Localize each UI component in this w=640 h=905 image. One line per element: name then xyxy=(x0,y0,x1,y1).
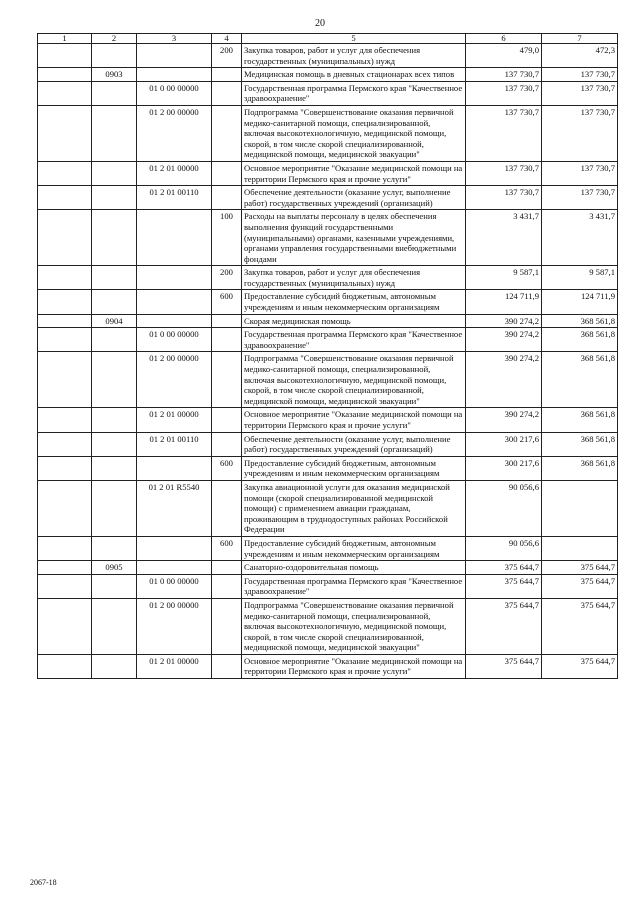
table-row xyxy=(38,210,618,266)
cell-section-code xyxy=(92,105,137,161)
cell-description: Государственная программа Пермского края "Качественное здравоохранение" xyxy=(242,328,466,352)
cell-expense-type xyxy=(212,432,242,456)
cell-amount-2: 124 711,9 xyxy=(542,290,618,314)
table-row xyxy=(38,561,618,575)
cell-section-code xyxy=(92,536,137,560)
cell-amount-1: 390 274,2 xyxy=(466,408,542,432)
cell-section-code xyxy=(92,44,137,68)
cell-target-code xyxy=(137,314,212,328)
table-row xyxy=(38,352,618,408)
cell-section-code xyxy=(92,574,137,598)
cell-amount-2: 368 561,8 xyxy=(542,408,618,432)
cell-expense-type xyxy=(212,161,242,185)
cell-amount-1: 137 730,7 xyxy=(466,68,542,82)
cell-target-code: 01 2 01 00000 xyxy=(137,161,212,185)
cell-col1 xyxy=(38,186,92,210)
cell-col1 xyxy=(38,81,92,105)
cell-amount-2: 3 431,7 xyxy=(542,210,618,266)
cell-description: Обеспечение деятельности (оказание услуг, выполнение работ) государственных учреждений (организаций) xyxy=(242,186,466,210)
cell-section-code xyxy=(92,186,137,210)
cell-col1 xyxy=(38,161,92,185)
cell-section-code: 0905 xyxy=(92,561,137,575)
cell-description: Предоставление субсидий бюджетным, автономным учреждениям и иным некоммерческим организациям xyxy=(242,290,466,314)
cell-amount-1: 137 730,7 xyxy=(466,81,542,105)
table-row xyxy=(38,105,618,161)
cell-amount-2: 137 730,7 xyxy=(542,161,618,185)
cell-target-code: 01 0 00 00000 xyxy=(137,574,212,598)
cell-expense-type xyxy=(212,105,242,161)
cell-section-code xyxy=(92,81,137,105)
cell-amount-1: 375 644,7 xyxy=(466,654,542,678)
cell-section-code: 0904 xyxy=(92,314,137,328)
cell-amount-2: 137 730,7 xyxy=(542,68,618,82)
cell-description: Предоставление субсидий бюджетным, автономным учреждениям и иным некоммерческим организациям xyxy=(242,536,466,560)
cell-section-code xyxy=(92,266,137,290)
table-row xyxy=(38,161,618,185)
cell-col1 xyxy=(38,314,92,328)
cell-col1 xyxy=(38,561,92,575)
table-row xyxy=(38,480,618,536)
table-row xyxy=(38,266,618,290)
cell-expense-type xyxy=(212,68,242,82)
cell-col1 xyxy=(38,105,92,161)
table-row xyxy=(38,536,618,560)
cell-target-code: 01 2 00 00000 xyxy=(137,598,212,654)
table-row xyxy=(38,598,618,654)
cell-description: Основное мероприятие "Оказание медицинской помощи на территории Пермского края и прочие услуги" xyxy=(242,161,466,185)
cell-col1 xyxy=(38,328,92,352)
cell-expense-type: 600 xyxy=(212,456,242,480)
cell-section-code xyxy=(92,161,137,185)
column-header: 4 xyxy=(212,34,242,44)
table-row xyxy=(38,81,618,105)
column-header: 6 xyxy=(466,34,542,44)
cell-expense-type xyxy=(212,654,242,678)
table-row xyxy=(38,456,618,480)
cell-expense-type: 600 xyxy=(212,536,242,560)
cell-amount-1: 479,0 xyxy=(466,44,542,68)
cell-target-code: 01 2 00 00000 xyxy=(137,105,212,161)
cell-amount-1: 300 217,6 xyxy=(466,432,542,456)
cell-description: Государственная программа Пермского края "Качественное здравоохранение" xyxy=(242,574,466,598)
cell-expense-type xyxy=(212,480,242,536)
cell-amount-2: 137 730,7 xyxy=(542,186,618,210)
cell-description: Основное мероприятие "Оказание медицинской помощи на территории Пермского края и прочие услуги" xyxy=(242,408,466,432)
cell-amount-1: 390 274,2 xyxy=(466,352,542,408)
cell-expense-type xyxy=(212,352,242,408)
cell-description: Государственная программа Пермского края "Качественное здравоохранение" xyxy=(242,81,466,105)
table-row xyxy=(38,654,618,678)
cell-amount-2: 137 730,7 xyxy=(542,105,618,161)
column-header: 5 xyxy=(242,34,466,44)
cell-description: Медицинская помощь в дневных стационарах всех типов xyxy=(242,68,466,82)
cell-description: Подпрограмма "Совершенствование оказания первичной медико-санитарной помощи, специализированной, включая высокотехнологичную, медицинской помощи, скорой, в том числе скорой специализированной, медицинской помощи, медицинской эвакуации" xyxy=(242,598,466,654)
cell-amount-2: 472,3 xyxy=(542,44,618,68)
cell-section-code xyxy=(92,598,137,654)
cell-target-code: 01 2 01 00110 xyxy=(137,432,212,456)
cell-amount-1: 137 730,7 xyxy=(466,186,542,210)
cell-amount-1: 90 056,6 xyxy=(466,536,542,560)
cell-col1 xyxy=(38,480,92,536)
cell-col1 xyxy=(38,68,92,82)
cell-col1 xyxy=(38,654,92,678)
cell-section-code xyxy=(92,328,137,352)
cell-expense-type xyxy=(212,81,242,105)
cell-description: Закупка авиационной услуги для оказания медицинской помощи (скорой специализированной медицинской помощи) с применением авиации гражданам, проживающим в труднодоступных районах Российской Федерации xyxy=(242,480,466,536)
cell-description: Санаторно-оздоровительная помощь xyxy=(242,561,466,575)
cell-description: Подпрограмма "Совершенствование оказания первичной медико-санитарной помощи, специализированной, включая высокотехнологичную, медицинской помощи, скорой, в том числе скорой специализированной, медицинской помощи, медицинской эвакуации" xyxy=(242,105,466,161)
column-header: 2 xyxy=(92,34,137,44)
cell-amount-2: 375 644,7 xyxy=(542,561,618,575)
cell-target-code: 01 2 01 R5540 xyxy=(137,480,212,536)
cell-expense-type xyxy=(212,314,242,328)
cell-section-code xyxy=(92,290,137,314)
cell-description: Скорая медицинская помощь xyxy=(242,314,466,328)
cell-description: Расходы на выплаты персоналу в целях обеспечения выполнения функций государственными (муниципальными) органами, казенными учреждениями, органами управления государственными внебюджетными фондами xyxy=(242,210,466,266)
cell-amount-1: 375 644,7 xyxy=(466,574,542,598)
table-row xyxy=(38,432,618,456)
cell-expense-type xyxy=(212,561,242,575)
table-row xyxy=(38,68,618,82)
cell-col1 xyxy=(38,290,92,314)
cell-col1 xyxy=(38,456,92,480)
cell-amount-2: 137 730,7 xyxy=(542,81,618,105)
cell-expense-type: 200 xyxy=(212,44,242,68)
cell-col1 xyxy=(38,408,92,432)
cell-amount-1: 375 644,7 xyxy=(466,561,542,575)
table-row xyxy=(38,44,618,68)
cell-expense-type xyxy=(212,186,242,210)
cell-target-code xyxy=(137,290,212,314)
document-code: 2067-18 xyxy=(30,878,57,887)
cell-amount-1: 3 431,7 xyxy=(466,210,542,266)
cell-amount-1: 90 056,6 xyxy=(466,480,542,536)
column-header: 1 xyxy=(38,34,92,44)
table-row xyxy=(38,314,618,328)
cell-expense-type xyxy=(212,574,242,598)
cell-amount-2: 375 644,7 xyxy=(542,598,618,654)
cell-amount-2: 9 587,1 xyxy=(542,266,618,290)
cell-section-code xyxy=(92,432,137,456)
cell-amount-1: 375 644,7 xyxy=(466,598,542,654)
cell-amount-2: 368 561,8 xyxy=(542,314,618,328)
budget-table xyxy=(37,33,618,679)
cell-col1 xyxy=(38,598,92,654)
cell-amount-2: 368 561,8 xyxy=(542,432,618,456)
cell-amount-2: 375 644,7 xyxy=(542,654,618,678)
cell-amount-2: 368 561,8 xyxy=(542,456,618,480)
cell-description: Закупка товаров, работ и услуг для обеспечения государственных (муниципальных) нужд xyxy=(242,266,466,290)
cell-description: Закупка товаров, работ и услуг для обеспечения государственных (муниципальных) нужд xyxy=(242,44,466,68)
cell-expense-type xyxy=(212,408,242,432)
cell-amount-1: 137 730,7 xyxy=(466,161,542,185)
cell-amount-1: 137 730,7 xyxy=(466,105,542,161)
cell-section-code xyxy=(92,654,137,678)
table-row xyxy=(38,328,618,352)
cell-expense-type xyxy=(212,328,242,352)
cell-target-code: 01 0 00 00000 xyxy=(137,328,212,352)
cell-target-code xyxy=(137,44,212,68)
cell-amount-2 xyxy=(542,480,618,536)
table-row xyxy=(38,574,618,598)
cell-col1 xyxy=(38,574,92,598)
cell-col1 xyxy=(38,536,92,560)
cell-section-code xyxy=(92,456,137,480)
cell-col1 xyxy=(38,352,92,408)
cell-col1 xyxy=(38,432,92,456)
cell-target-code: 01 2 01 00000 xyxy=(137,654,212,678)
cell-description: Подпрограмма "Совершенствование оказания первичной медико-санитарной помощи, специализированной, включая высокотехнологичную, медицинской помощи, скорой, в том числе скорой специализированной, медицинской помощи, медицинской эвакуации" xyxy=(242,352,466,408)
cell-col1 xyxy=(38,210,92,266)
cell-target-code: 01 2 00 00000 xyxy=(137,352,212,408)
cell-target-code: 01 2 01 00110 xyxy=(137,186,212,210)
cell-amount-1: 9 587,1 xyxy=(466,266,542,290)
cell-amount-1: 124 711,9 xyxy=(466,290,542,314)
cell-target-code xyxy=(137,68,212,82)
cell-section-code xyxy=(92,352,137,408)
table-row xyxy=(38,290,618,314)
cell-description: Основное мероприятие "Оказание медицинской помощи на территории Пермского края и прочие услуги" xyxy=(242,654,466,678)
cell-amount-1: 390 274,2 xyxy=(466,314,542,328)
cell-section-code xyxy=(92,408,137,432)
cell-expense-type xyxy=(212,598,242,654)
page-number: 20 xyxy=(315,18,325,29)
column-header: 3 xyxy=(137,34,212,44)
cell-expense-type: 200 xyxy=(212,266,242,290)
cell-amount-1: 390 274,2 xyxy=(466,328,542,352)
cell-target-code: 01 0 00 00000 xyxy=(137,81,212,105)
cell-section-code: 0903 xyxy=(92,68,137,82)
cell-expense-type: 600 xyxy=(212,290,242,314)
cell-target-code xyxy=(137,210,212,266)
cell-amount-2: 375 644,7 xyxy=(542,574,618,598)
cell-target-code xyxy=(137,456,212,480)
cell-amount-2: 368 561,8 xyxy=(542,352,618,408)
table-row xyxy=(38,186,618,210)
cell-target-code xyxy=(137,561,212,575)
cell-description: Обеспечение деятельности (оказание услуг, выполнение работ) государственных учреждений (организаций) xyxy=(242,432,466,456)
cell-col1 xyxy=(38,266,92,290)
table-header-row xyxy=(38,34,618,44)
cell-expense-type: 100 xyxy=(212,210,242,266)
cell-col1 xyxy=(38,44,92,68)
cell-target-code: 01 2 01 00000 xyxy=(137,408,212,432)
cell-target-code xyxy=(137,536,212,560)
cell-section-code xyxy=(92,480,137,536)
cell-amount-1: 300 217,6 xyxy=(466,456,542,480)
cell-description: Предоставление субсидий бюджетным, автономным учреждениям и иным некоммерческим организациям xyxy=(242,456,466,480)
table-row xyxy=(38,408,618,432)
column-header: 7 xyxy=(542,34,618,44)
cell-amount-2: 368 561,8 xyxy=(542,328,618,352)
cell-target-code xyxy=(137,266,212,290)
cell-amount-2 xyxy=(542,536,618,560)
cell-section-code xyxy=(92,210,137,266)
